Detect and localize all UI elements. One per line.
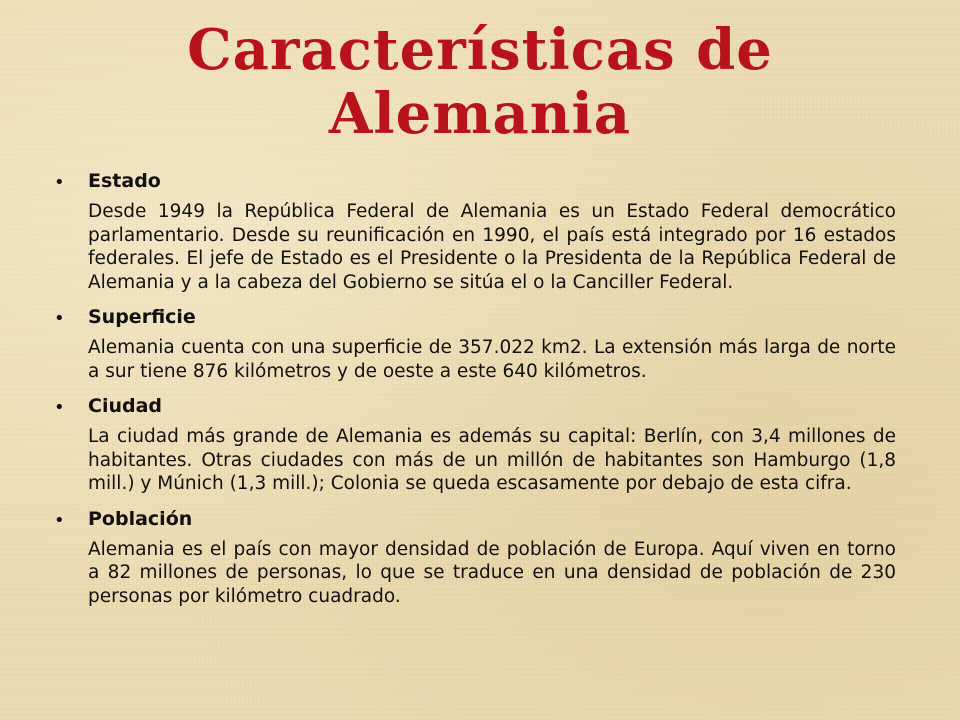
item-heading: Población [88, 507, 193, 530]
list-item-superficie [52, 304, 896, 383]
slide-title: Características de Alemania [187, 17, 773, 147]
list-item-ciudad [52, 393, 896, 496]
list-item-poblacion [52, 506, 896, 609]
item-text: Alemania cuenta con una superficie de 357.022 km2. La extensión más larga de norte a sur tiene 876 kilómetros y de oeste a este 640 kilómetros. [88, 337, 896, 382]
bullet-icon: • [54, 172, 65, 193]
item-heading: Ciudad [88, 395, 163, 417]
list-item-estado [52, 168, 896, 294]
item-heading: Estado [88, 170, 161, 192]
content-list [52, 168, 896, 618]
item-text: Desde 1949 la República Federal de Alemania es un Estado Federal democrático parlamentario. Desde su reunificación en 1990, el país está integrado por 16 estados federales. El jefe de Estado es el Presidente o la Presidenta de la República Federal de Alemania y a la cabeza del Gobierno se sitúa el o la Canciller Federal. [88, 201, 896, 293]
item-heading: Superficie [88, 306, 196, 328]
bullet-icon: • [54, 397, 65, 418]
bullet-icon: • [54, 509, 65, 531]
item-text: Alemania es el país con mayor densidad de población de Europa. Aquí viven en torno a 82 millones de personas, lo que se traduce en una densidad de población de 230 personas por kilómetro cuadrado. [88, 538, 896, 607]
item-text: La ciudad más grande de Alemania es además su capital: Berlín, con 3,4 millones de habitantes. Otras ciudades con más de un millón de habitantes son Hamburgo (1,8 mill.) y Múnich (1,3 mill.); Colonia se queda escasamente por debajo de esta cifra. [88, 426, 896, 494]
bullet-icon: • [54, 308, 65, 329]
